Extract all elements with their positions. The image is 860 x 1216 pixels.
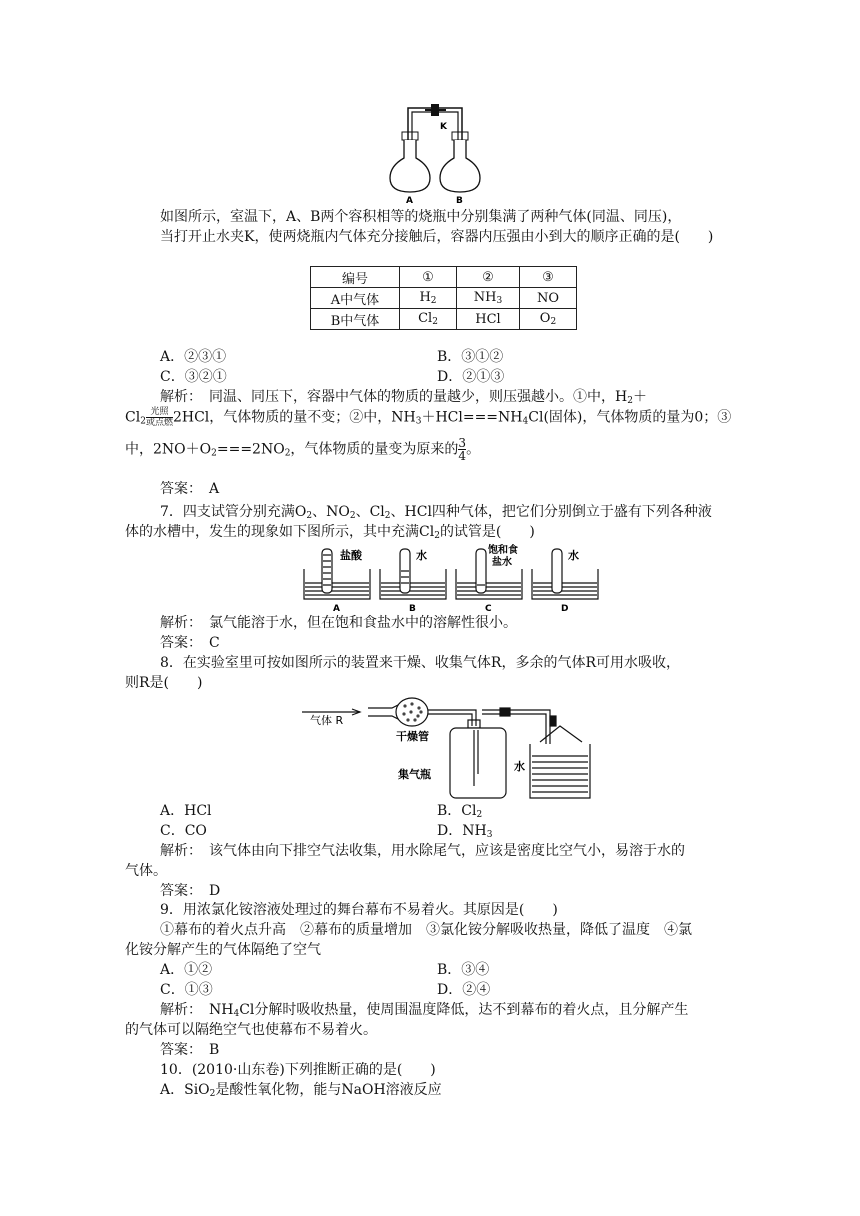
q8-analysis-line2: 气体。 xyxy=(125,863,167,879)
q6-analysis-line1: 解析： 同温、同压下，容器中气体的物质的量越少，则压强越小。①中，$H_2+$ xyxy=(160,389,647,406)
table-cell: A中气体 xyxy=(311,288,400,309)
q8-answer: 答案： D xyxy=(160,883,221,899)
q6-option-d: D．②①③ xyxy=(437,369,505,385)
fig-label-a: A xyxy=(333,604,340,613)
q9-answer: 答案： B xyxy=(160,1042,220,1058)
tube-d-label: 水 xyxy=(568,549,579,562)
q6-analysis-line2: $Cl_2$ $\frac{\text{光照}}{\text{或点燃}}$ 2HCl，气体物质的量不变；②中，$NH_3+HCl===NH_4Cl$(固体)，气体物质的量为0；③ xyxy=(125,407,732,428)
q9-stem: 9．用浓氯化铵溶液处理过的舞台幕布不易着火。其原因是( ) xyxy=(160,902,558,918)
q9-analysis-line1: 解析： $NH_4Cl$分解时吸收热量，使周围温度降低，达不到幕布的着火点，且分解产生 xyxy=(160,1002,689,1019)
flask-a-label: A xyxy=(406,196,413,205)
dryer-label: 干燥管 xyxy=(396,730,429,743)
q9-items-line1: ①幕布的着火点升高 ②幕布的质量增加 ③氯化铵分解吸收热量，降低了温度 ④氯 xyxy=(160,922,692,938)
tube-c-label2: 盐水 xyxy=(492,557,512,568)
q6-analysis-line3: 中，$2NO+O_2===2NO_2$，气体物质的量变为原来的 $\frac{3}{4}$ 。 xyxy=(125,436,481,463)
q8-option-c: C．CO xyxy=(160,823,207,839)
fig-label-c: C xyxy=(485,604,492,613)
table-cell: NO xyxy=(520,288,577,309)
table-header: ① xyxy=(400,267,457,288)
tube-a-label: 盐酸 xyxy=(340,549,362,562)
test-tube-figure xyxy=(300,543,610,613)
table-cell: HCl xyxy=(457,309,520,330)
q8-analysis-line1: 解析： 该气体由向下排空气法收集，用水除尾气，应该是密度比空气小，易溶于水的 xyxy=(160,843,685,859)
q6-option-b: B．③①② xyxy=(437,349,504,365)
gas-r-label: 气体 R xyxy=(310,714,344,727)
q6-stem-line1: 如图所示，室温下，A、B两个容积相等的烧瓶中分别集满了两种气体(同温、同压)， xyxy=(160,209,682,225)
q6-option-c: C．③②① xyxy=(160,369,227,385)
q8-option-d: D．$NH_3$ xyxy=(437,823,493,840)
table-cell: $Cl_2$ xyxy=(400,309,457,330)
table-header: 编号 xyxy=(311,267,400,288)
bottle-label: 集气瓶 xyxy=(398,768,431,781)
table-header: ② xyxy=(457,267,520,288)
q7-analysis: 解析： 氯气能溶于水，但在饱和食盐水中的溶解性很小。 xyxy=(160,615,517,631)
q9-option-d: D．②④ xyxy=(437,982,491,998)
q10-stem: 10．(2010·山东卷)下列推断正确的是( ) xyxy=(160,1062,436,1078)
clamp-k-label: K xyxy=(440,122,447,132)
q7-stem-line1: 7．四支试管分别充满$O_2$、$NO_2$、$Cl_2$、HCl四种气体，把它们分别倒立于盛有下列各种液 xyxy=(160,504,712,521)
q6-option-a: A．②③① xyxy=(160,349,227,365)
q9-option-b: B．③④ xyxy=(437,962,490,978)
q7-answer: 答案： C xyxy=(160,635,220,651)
gas-collection-figure xyxy=(300,690,600,802)
q9-analysis-line2: 的气体可以隔绝空气也使幕布不易着火。 xyxy=(125,1022,377,1038)
table-header: ③ xyxy=(520,267,577,288)
q6-stem-line2: 当打开止水夹K，使两烧瓶内气体充分接触后，容器内压强由小到大的顺序正确的是( ) xyxy=(160,229,714,245)
q8-stem-line1: 8．在实验室里可按如图所示的装置来干燥、收集气体R，多余的气体R可用水吸收， xyxy=(160,655,680,671)
q8-option-b: B．$Cl_2$ xyxy=(437,803,483,820)
q9-option-a: A．①② xyxy=(160,962,213,978)
table-cell: $O_2$ xyxy=(520,309,577,330)
q9-items-line2: 化铵分解产生的气体隔绝了空气 xyxy=(125,942,321,958)
q8-option-a: A．HCl xyxy=(160,803,212,819)
table-cell: B中气体 xyxy=(311,309,400,330)
table-cell: $NH_3$ xyxy=(457,288,520,309)
flask-b-label: B xyxy=(456,196,463,205)
tube-b-label: 水 xyxy=(416,549,427,562)
flask-apparatus-figure xyxy=(380,100,500,205)
q9-option-c: C．①③ xyxy=(160,982,213,998)
fig-label-b: B xyxy=(409,604,416,613)
fig-label-d: D xyxy=(561,604,569,613)
q6-answer: 答案： A xyxy=(160,481,220,497)
tube-c-label1: 饱和食 xyxy=(488,545,518,556)
water-label: 水 xyxy=(514,760,525,773)
q8-stem-line2: 则R是( ) xyxy=(125,675,203,691)
q10-option-a: A．SiO$_2$是酸性氧化物，能与NaOH溶液反应 xyxy=(160,1082,442,1099)
gas-table xyxy=(310,266,577,330)
q7-stem-line2: 体的水槽中，发生的现象如下图所示，其中充满$Cl_2$的试管是( ) xyxy=(125,524,535,541)
table-cell: $H_2$ xyxy=(400,288,457,309)
